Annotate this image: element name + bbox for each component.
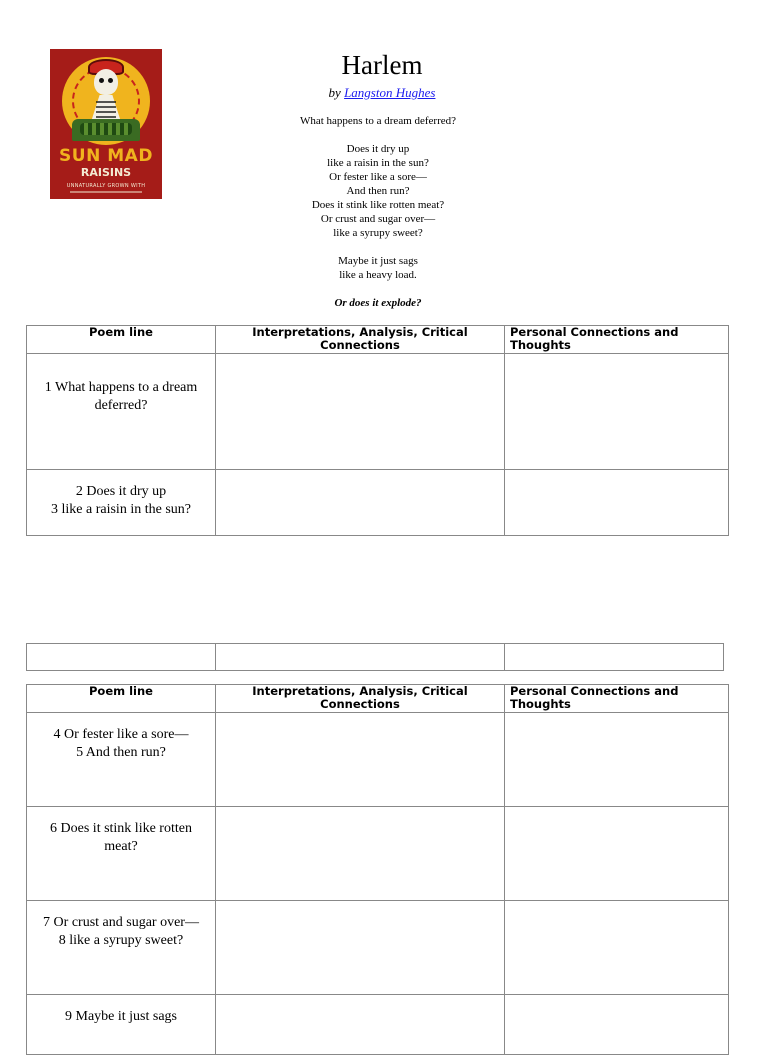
skeleton-ribs [96, 101, 116, 121]
table-header-row [27, 326, 729, 354]
header-interpretations: Interpretations, Analysis, Critical Connections [216, 326, 505, 354]
empty-cell[interactable] [27, 644, 216, 671]
skeleton-head [94, 69, 118, 95]
sun-mad-raisins-poster [50, 49, 162, 199]
poem-line: Does it dry up [346, 143, 410, 155]
poster-fine-print [70, 191, 142, 193]
analysis-table-1 [26, 325, 729, 536]
poem-line-cell [27, 807, 216, 901]
header-personal-connections: Personal Connections and Thoughts [505, 685, 729, 713]
interpretation-cell[interactable] [216, 901, 505, 995]
empty-table [26, 643, 724, 671]
poem-line-text: 6 Does it stink like rotten meat? [50, 821, 192, 854]
poem-line-cell [27, 901, 216, 995]
table-row [27, 470, 729, 536]
skeleton-eye-left [99, 78, 104, 83]
poem-line-text: 3 like a raisin in the sun? [51, 502, 191, 517]
poster-brand: SUN MAD [59, 146, 153, 166]
personal-cell[interactable] [505, 470, 729, 536]
byline [228, 85, 536, 101]
poem-line: And then run? [346, 185, 410, 197]
poem-line-text: 7 Or crust and sugar over— [43, 915, 199, 930]
byline-prefix: by [328, 85, 341, 100]
poem-line: What happens to a dream deferred? [299, 115, 457, 127]
personal-cell[interactable] [505, 995, 729, 1055]
poster-product: RAISINS [80, 166, 132, 179]
poem-line-cell [27, 470, 216, 536]
interpretation-cell[interactable] [216, 354, 505, 470]
table-row [27, 644, 724, 671]
author-link[interactable]: Langston Hughes [344, 85, 436, 100]
table-header-row [27, 685, 729, 713]
table-row [27, 354, 729, 470]
header-personal-connections: Personal Connections and Thoughts [505, 326, 729, 354]
table-row [27, 713, 729, 807]
interpretation-cell[interactable] [216, 995, 505, 1055]
header-poem-line: Poem line [27, 685, 216, 713]
poem-final-line: Or does it explode? [334, 297, 422, 309]
poem-title: Harlem [341, 50, 423, 80]
poem-line-text: 4 Or fester like a sore— [53, 727, 189, 742]
personal-cell[interactable] [505, 807, 729, 901]
poem-line: Does it stink like rotten meat? [311, 199, 445, 211]
analysis-table-2 [26, 684, 729, 1055]
poem-line-cell [27, 713, 216, 807]
table-row [27, 995, 729, 1055]
poem-line-text: 2 Does it dry up [75, 484, 167, 499]
personal-cell[interactable] [505, 901, 729, 995]
header-poem-line: Poem line [27, 326, 216, 354]
poem-line-text: 9 Maybe it just sags [65, 1009, 177, 1024]
poem-line: like a syrupy sweet? [333, 227, 423, 239]
empty-cell[interactable] [216, 644, 505, 671]
poem-line: Maybe it just sags [338, 255, 418, 267]
interpretation-cell[interactable] [216, 713, 505, 807]
poem-line: Or fester like a sore— [329, 171, 427, 183]
empty-cell[interactable] [505, 644, 724, 671]
poem-line-text: 5 And then run? [76, 745, 166, 760]
grape-basket-pattern [80, 123, 132, 135]
table-row [27, 807, 729, 901]
poem-line: Or crust and sugar over— [320, 213, 436, 225]
poem-line-cell [27, 995, 216, 1055]
poem-line-text: 8 like a syrupy sweet? [58, 933, 184, 948]
table-row [27, 901, 729, 995]
poem-text [228, 114, 528, 310]
poem-line: like a raisin in the sun? [327, 157, 429, 169]
personal-cell[interactable] [505, 354, 729, 470]
poem-line-cell [27, 354, 216, 470]
poem-line-text: 1 What happens to a dream deferred? [44, 380, 198, 413]
interpretation-cell[interactable] [216, 470, 505, 536]
poster-tagline: UNNATURALLY GROWN WITH [66, 183, 146, 189]
header-interpretations: Interpretations, Analysis, Critical Connections [216, 685, 505, 713]
personal-cell[interactable] [505, 713, 729, 807]
interpretation-cell[interactable] [216, 807, 505, 901]
skeleton-eye-right [108, 78, 113, 83]
poem-line: like a heavy load. [339, 269, 417, 281]
